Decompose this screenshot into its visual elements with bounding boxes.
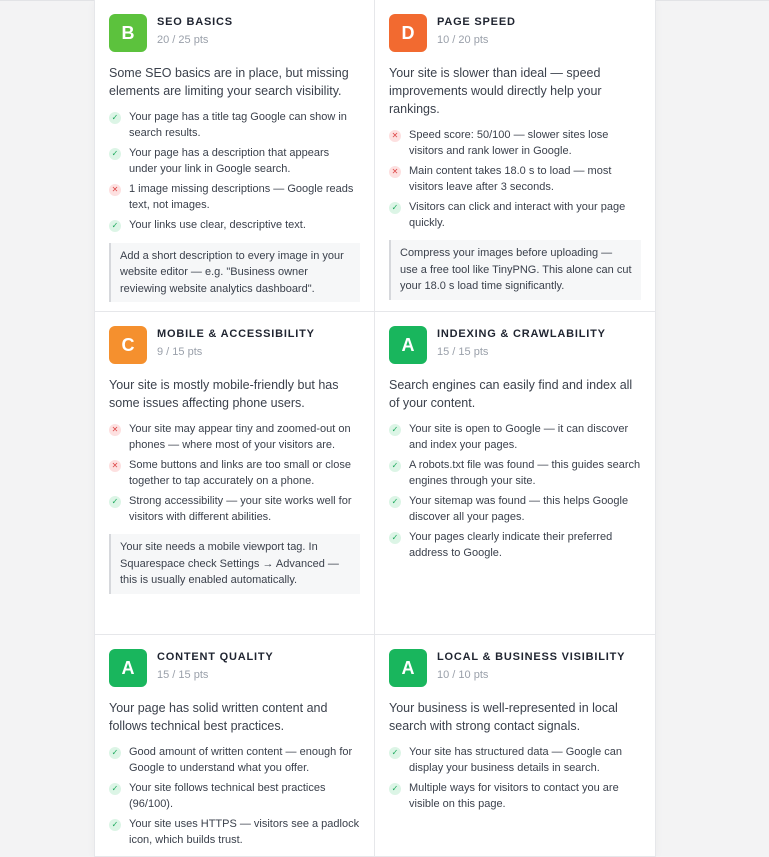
check-item-text: Your links use clear, descriptive text.: [129, 219, 306, 231]
category-grid: [95, 0, 655, 857]
check-item-text: 1 image missing descriptions — Google reads text, not images.: [129, 183, 354, 211]
check-icon: ✓: [109, 112, 121, 124]
check-item-text: Main content takes 18.0 s to load — most visitors leave after 3 seconds.: [409, 165, 612, 193]
check-item: [389, 422, 641, 453]
check-icon: ✓: [389, 747, 401, 759]
recommendation-tip: Compress your images before uploading — use a free tool like TinyPNG. This alone can cut your 18.0 s load time significantly.: [389, 240, 641, 300]
check-icon: ✓: [109, 220, 121, 232]
check-item-text: Your page has a title tag Google can show in search results.: [129, 111, 347, 139]
check-item: [109, 218, 360, 234]
check-item: [389, 128, 641, 159]
check-list: [389, 128, 641, 231]
check-icon: ✓: [109, 496, 121, 508]
card-titles: [157, 326, 315, 358]
card-title: MOBILE & ACCESSIBILITY: [157, 328, 315, 340]
check-item-text: Some buttons and links are too small or close together to tap accurately on a phone.: [129, 459, 351, 487]
check-icon: ✓: [109, 783, 121, 795]
recommendation-tip: Add a short description to every image in your website editor — e.g. "Business owner reviewing website analytics dashboard".: [109, 243, 360, 303]
card-summary: Your site is mostly mobile-friendly but has some issues affecting phone users.: [109, 378, 339, 410]
check-item-text: Your sitemap was found — this helps Google discover all your pages.: [409, 495, 629, 523]
check-item: [389, 781, 641, 812]
card-title: SEO BASICS: [157, 16, 233, 28]
check-item: [109, 458, 360, 489]
card-header: [109, 14, 360, 52]
category-card: [375, 0, 655, 312]
check-item-text: Visitors can click and interact with your page quickly.: [409, 201, 626, 229]
check-item: [109, 146, 360, 177]
check-item-text: Your site has structured data — Google can display your business details in search.: [409, 746, 622, 774]
card-header: [109, 326, 360, 364]
check-icon: ✓: [109, 148, 121, 160]
check-item: [389, 494, 641, 525]
check-item-text: Good amount of written content — enough for Google to understand what you offer.: [129, 746, 353, 774]
card-titles: [437, 649, 625, 681]
card-points: 15 / 15 pts: [157, 669, 209, 681]
check-icon: ✓: [109, 747, 121, 759]
card-points: 9 / 15 pts: [157, 346, 203, 358]
check-item: [109, 745, 360, 776]
check-item: [109, 781, 360, 812]
card-titles: [437, 14, 516, 46]
check-item-text: Strong accessibility — your site works well for visitors with different abilities.: [129, 495, 352, 523]
check-icon: ✓: [109, 819, 121, 831]
card-summary: Your business is well-represented in local search with strong contact signals.: [389, 701, 618, 733]
card-summary: Some SEO basics are in place, but missing elements are limiting your search visibility.: [109, 66, 349, 98]
check-item-text: Your page has a description that appears under your link in Google search.: [129, 147, 330, 175]
check-list: [109, 110, 360, 234]
cross-icon: ✕: [389, 130, 401, 142]
card-titles: [157, 14, 233, 46]
check-item-text: Multiple ways for visitors to contact you are visible on this page.: [409, 782, 619, 810]
check-icon: ✓: [389, 460, 401, 472]
check-item: [109, 110, 360, 141]
check-item: [389, 458, 641, 489]
check-icon: ✓: [389, 532, 401, 544]
recommendation-tip: Your site needs a mobile viewport tag. In Squarespace check Settings → Advanced — this is usually enabled automatically.: [109, 534, 360, 594]
card-titles: [437, 326, 606, 358]
check-item: [389, 745, 641, 776]
grade-badge: C: [109, 326, 147, 364]
card-title: CONTENT QUALITY: [157, 651, 274, 663]
card-header: [109, 649, 360, 687]
check-item: [389, 530, 641, 561]
grade-badge: B: [109, 14, 147, 52]
check-item: [389, 200, 641, 231]
card-points: 15 / 15 pts: [437, 346, 489, 358]
check-item-text: Your site is open to Google — it can discover and index your pages.: [409, 423, 629, 451]
check-item: [109, 182, 360, 213]
card-title: INDEXING & CRAWLABILITY: [437, 328, 606, 340]
check-item-text: Your site uses HTTPS — visitors see a padlock icon, which builds trust.: [129, 818, 360, 846]
card-points: 10 / 10 pts: [437, 669, 489, 681]
card-header: [389, 14, 641, 52]
category-card: [375, 635, 655, 857]
check-icon: ✓: [389, 424, 401, 436]
check-item-text: A robots.txt file was found — this guides search engines through your site.: [409, 459, 641, 487]
check-icon: ✓: [389, 783, 401, 795]
card-header: [389, 326, 641, 364]
card-summary: Search engines can easily find and index all of your content.: [389, 378, 633, 410]
check-list: [109, 745, 360, 848]
check-item: [109, 422, 360, 453]
check-list: [389, 422, 641, 561]
card-points: 10 / 20 pts: [437, 34, 489, 46]
card-header: [389, 649, 641, 687]
cross-icon: ✕: [389, 166, 401, 178]
report-panel: [95, 0, 655, 856]
cross-icon: ✕: [109, 460, 121, 472]
check-item-text: Your site follows technical best practices (96/100).: [129, 782, 326, 810]
grade-badge: A: [389, 649, 427, 687]
check-item: [109, 494, 360, 525]
card-title: PAGE SPEED: [437, 16, 516, 28]
check-item: [109, 817, 360, 848]
category-card: [95, 312, 375, 635]
check-item-text: Your site may appear tiny and zoomed-out on phones — where most of your visitors are.: [129, 423, 351, 451]
category-card: [95, 0, 375, 312]
card-summary: Your page has solid written content and follows technical best practices.: [109, 701, 328, 733]
check-icon: ✓: [389, 496, 401, 508]
grade-badge: A: [389, 326, 427, 364]
grade-badge: A: [109, 649, 147, 687]
grade-badge: D: [389, 14, 427, 52]
card-titles: [157, 649, 274, 681]
check-item-text: Speed score: 50/100 — slower sites lose visitors and rank lower in Google.: [409, 129, 609, 157]
cross-icon: ✕: [109, 424, 121, 436]
card-points: 20 / 25 pts: [157, 34, 209, 46]
category-card: [375, 312, 655, 635]
check-list: [389, 745, 641, 812]
check-item-text: Your pages clearly indicate their preferred address to Google.: [409, 531, 613, 559]
card-summary: Your site is slower than ideal — speed improvements would directly help your rankings.: [389, 66, 602, 116]
check-list: [109, 422, 360, 525]
cross-icon: ✕: [109, 184, 121, 196]
card-title: LOCAL & BUSINESS VISIBILITY: [437, 651, 626, 663]
check-item: [389, 164, 641, 195]
check-icon: ✓: [389, 202, 401, 214]
category-card: [95, 635, 375, 857]
